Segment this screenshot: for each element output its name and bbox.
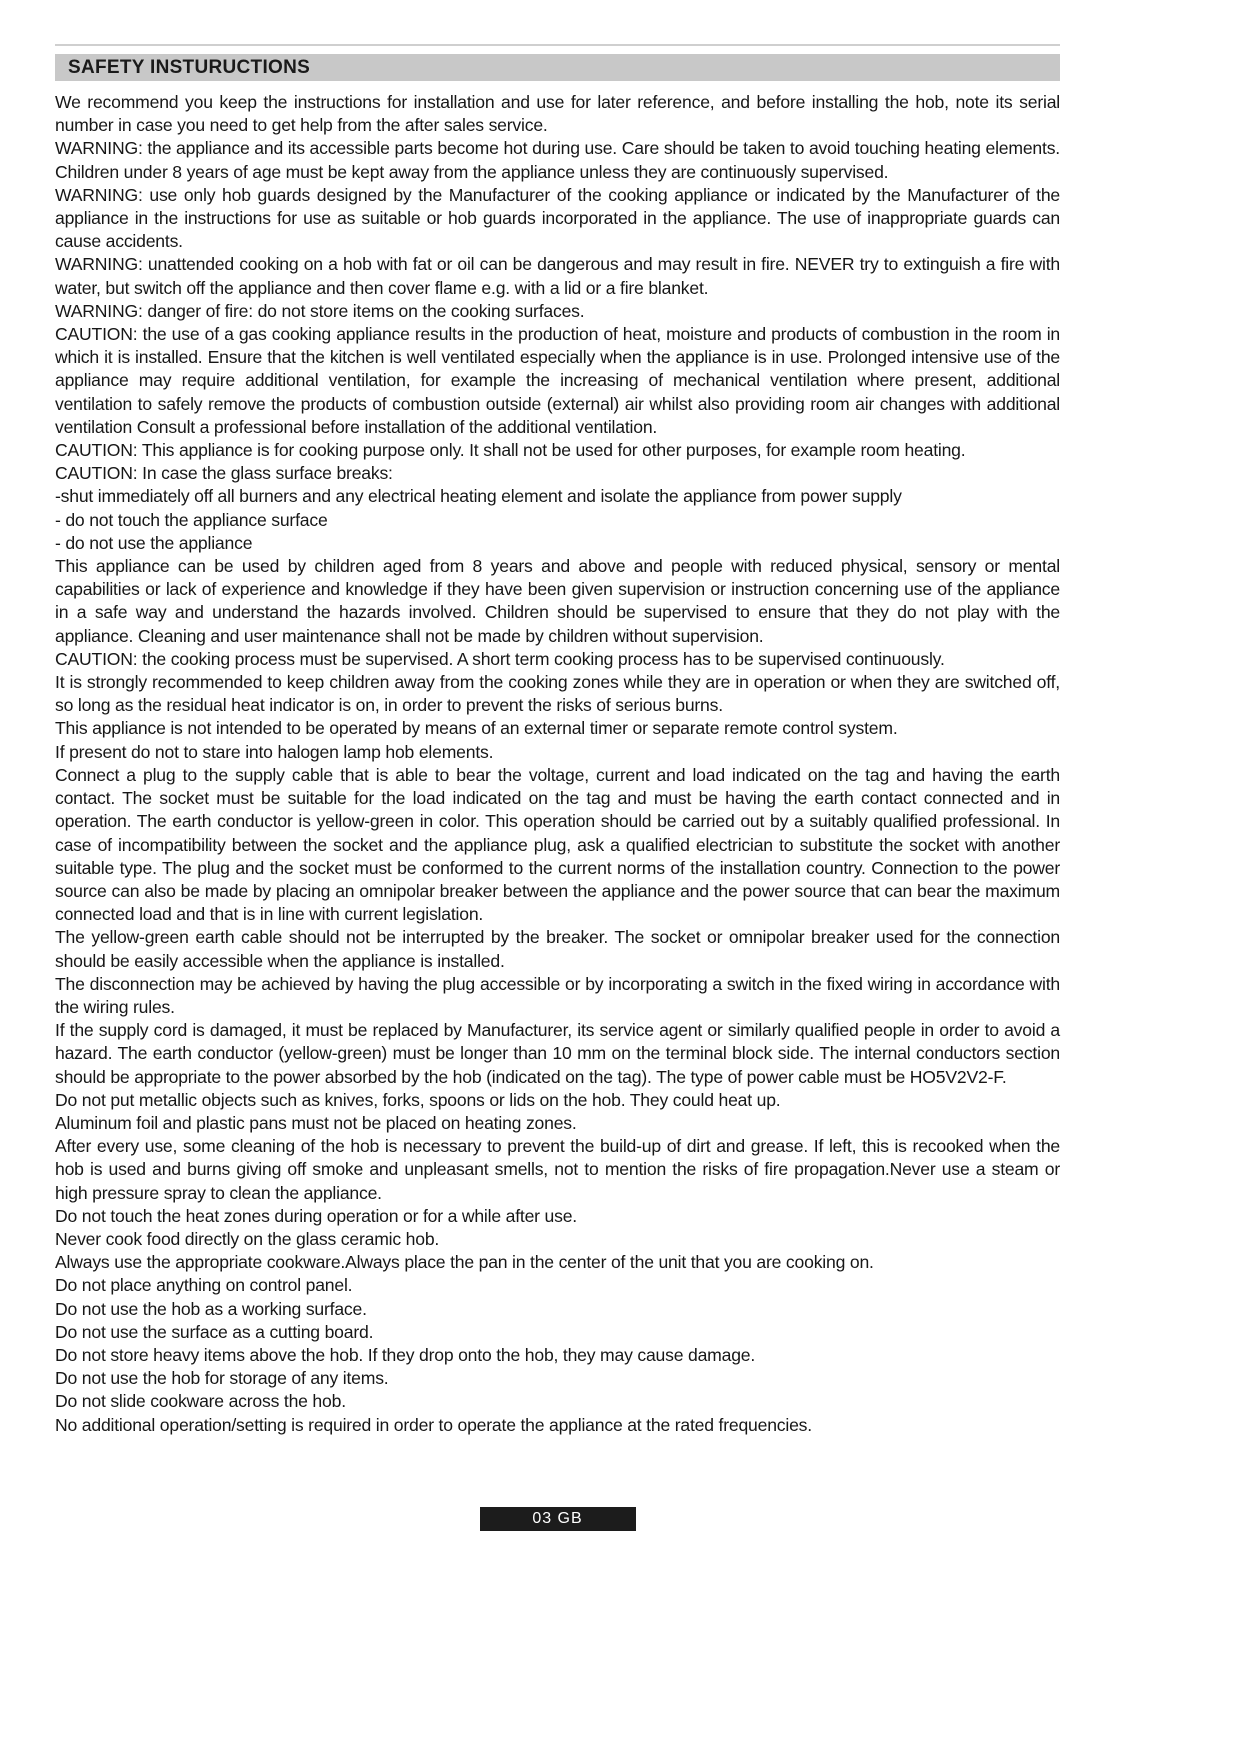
page-number-badge bbox=[480, 1507, 636, 1531]
paragraph: - do not use the appliance bbox=[55, 532, 253, 553]
paragraph: If the supply cord is damaged, it must be replaced by Manufacturer, its service agent or similarly qualified people in order to avoid a hazard. The earth conductor (yellow-green) must be longer than 10 mm on the terminal block side. The internal conductors section should be appropriate to the power absorbed by the hob (indicated on the tag). The type of power cable must be HO5V2V2-F. bbox=[55, 1020, 1060, 1087]
paragraph: Do not put metallic objects such as knives, forks, spoons or lids on the hob. They could heat up. bbox=[55, 1089, 781, 1110]
page-number: 03 GB bbox=[532, 1510, 583, 1527]
paragraph: WARNING: use only hob guards designed by the Manufacturer of the cooking appliance or indicated by the Manufacturer of the appliance in the instructions for use as suitable or hob guards incorporated in the appliance. The use of inappropriate guards can cause accidents. bbox=[55, 184, 1060, 252]
paragraph: Do not use the hob for storage of any items. bbox=[55, 1368, 389, 1389]
paragraph: Do not use the hob as a working surface. bbox=[55, 1298, 367, 1319]
paragraph: This appliance can be used by children aged from 8 years and above and people with reduced physical, sensory or mental capabilities or lack of experience and knowledge if they have been given supervision or instruction concerning use of the appliance in a safe way and understand the hazards involved. Children should be supervised to ensure that they do not play with the appliance. Cleaning and user maintenance shall not be made by children without supervision. bbox=[55, 556, 1060, 646]
paragraph: CAUTION: In case the glass surface breaks: bbox=[55, 463, 393, 484]
paragraph: WARNING: unattended cooking on a hob with fat or oil can be dangerous and may result in fire. NEVER try to extinguish a fire with water, but switch off the appliance and then cover flame e.g. with a lid or a fire blanket. bbox=[55, 254, 1060, 298]
instructions-text bbox=[55, 91, 1060, 1437]
top-rule bbox=[55, 44, 1060, 46]
document-page bbox=[55, 44, 1060, 1527]
paragraph: Aluminum foil and plastic pans must not be placed on heating zones. bbox=[55, 1112, 577, 1133]
paragraph: Do not place anything on control panel. bbox=[55, 1275, 353, 1296]
section-header bbox=[55, 54, 1060, 81]
paragraph: CAUTION: the use of a gas cooking appliance results in the production of heat, moisture and products of combustion in the room in which it is installed. Ensure that the kitchen is well ventilated especially when the appliance is in use. Prolonged intensive use of the appliance may require additional ventilation, for example the increasing of mechanical ventilation where present, additional ventilation to safely remove the products of combustion outside (external) air whilst also providing room air changes with additional ventilation Consult a professional before installation of the additional ventilation. bbox=[55, 324, 1060, 437]
paragraph: Connect a plug to the supply cable that is able to bear the voltage, current and load indicated on the tag and having the earth contact. The socket must be suitable for the load indicated on the tag and must be having the earth contact connected and in operation. The earth conductor is yellow-green in color. This operation should be carried out by a suitably qualified professional. In case of incompatibility between the socket and the appliance plug, ask a qualified electrician to substitute the socket with another suitable type. The plug and the socket must be conformed to the current norms of the installation country. Connection to the power source can also be made by placing an omnipolar breaker between the appliance and the power source that can bear the maximum connected load and that is in line with current legislation. bbox=[55, 764, 1060, 925]
paragraph: Never cook food directly on the glass ceramic hob. bbox=[55, 1228, 440, 1249]
paragraph: Always use the appropriate cookware.Always place the pan in the center of the unit that you are cooking on. bbox=[55, 1252, 874, 1273]
paragraph: CAUTION: This appliance is for cooking purpose only. It shall not be used for other purposes, for example room heating. bbox=[55, 440, 966, 461]
paragraph: The yellow-green earth cable should not be interrupted by the breaker. The socket or omnipolar breaker used for the connection should be easily accessible when the appliance is installed. bbox=[55, 927, 1060, 971]
paragraph: - do not touch the appliance surface bbox=[55, 509, 328, 530]
paragraph: WARNING: danger of fire: do not store items on the cooking surfaces. bbox=[55, 300, 585, 321]
paragraph: -shut immediately off all burners and any electrical heating element and isolate the appliance from power supply bbox=[55, 486, 902, 507]
paragraph: No additional operation/setting is required in order to operate the appliance at the rated frequencies. bbox=[55, 1414, 812, 1435]
paragraph: Do not store heavy items above the hob. If they drop onto the hob, they may cause damage. bbox=[55, 1344, 756, 1365]
paragraph: Do not touch the heat zones during operation or for a while after use. bbox=[55, 1205, 577, 1226]
paragraph: This appliance is not intended to be operated by means of an external timer or separate remote control system. bbox=[55, 718, 898, 739]
paragraph: It is strongly recommended to keep children away from the cooking zones while they are in operation or when they are switched off, so long as the residual heat indicator is on, in order to prevent the risks of serious burns. bbox=[55, 672, 1060, 716]
paragraph: We recommend you keep the instructions for installation and use for later reference, and before installing the hob, note its serial number in case you need to get help from the after sales service. bbox=[55, 92, 1060, 136]
paragraph: Do not slide cookware across the hob. bbox=[55, 1391, 346, 1412]
paragraph: WARNING: the appliance and its accessible parts become hot during use. Care should be taken to avoid touching heating elements. Children under 8 years of age must be kept away from the appliance unless they are continuously supervised. bbox=[55, 138, 1060, 182]
paragraph: The disconnection may be achieved by having the plug accessible or by incorporating a switch in the fixed wiring in accordance with the wiring rules. bbox=[55, 973, 1060, 1017]
paragraph: Do not use the surface as a cutting board. bbox=[55, 1321, 374, 1342]
section-title: SAFETY INSTURUCTIONS bbox=[68, 56, 311, 78]
paragraph: CAUTION: the cooking process must be supervised. A short term cooking process has to be supervised continuously. bbox=[55, 648, 945, 669]
paragraph: After every use, some cleaning of the hob is necessary to prevent the build-up of dirt and grease. If left, this is recooked when the hob is used and burns giving off smoke and unpleasant smells, not to mention the risks of fire propagation.Never use a steam or high pressure spray to clean the appliance. bbox=[55, 1136, 1060, 1203]
paragraph: If present do not to stare into halogen lamp hob elements. bbox=[55, 741, 494, 762]
